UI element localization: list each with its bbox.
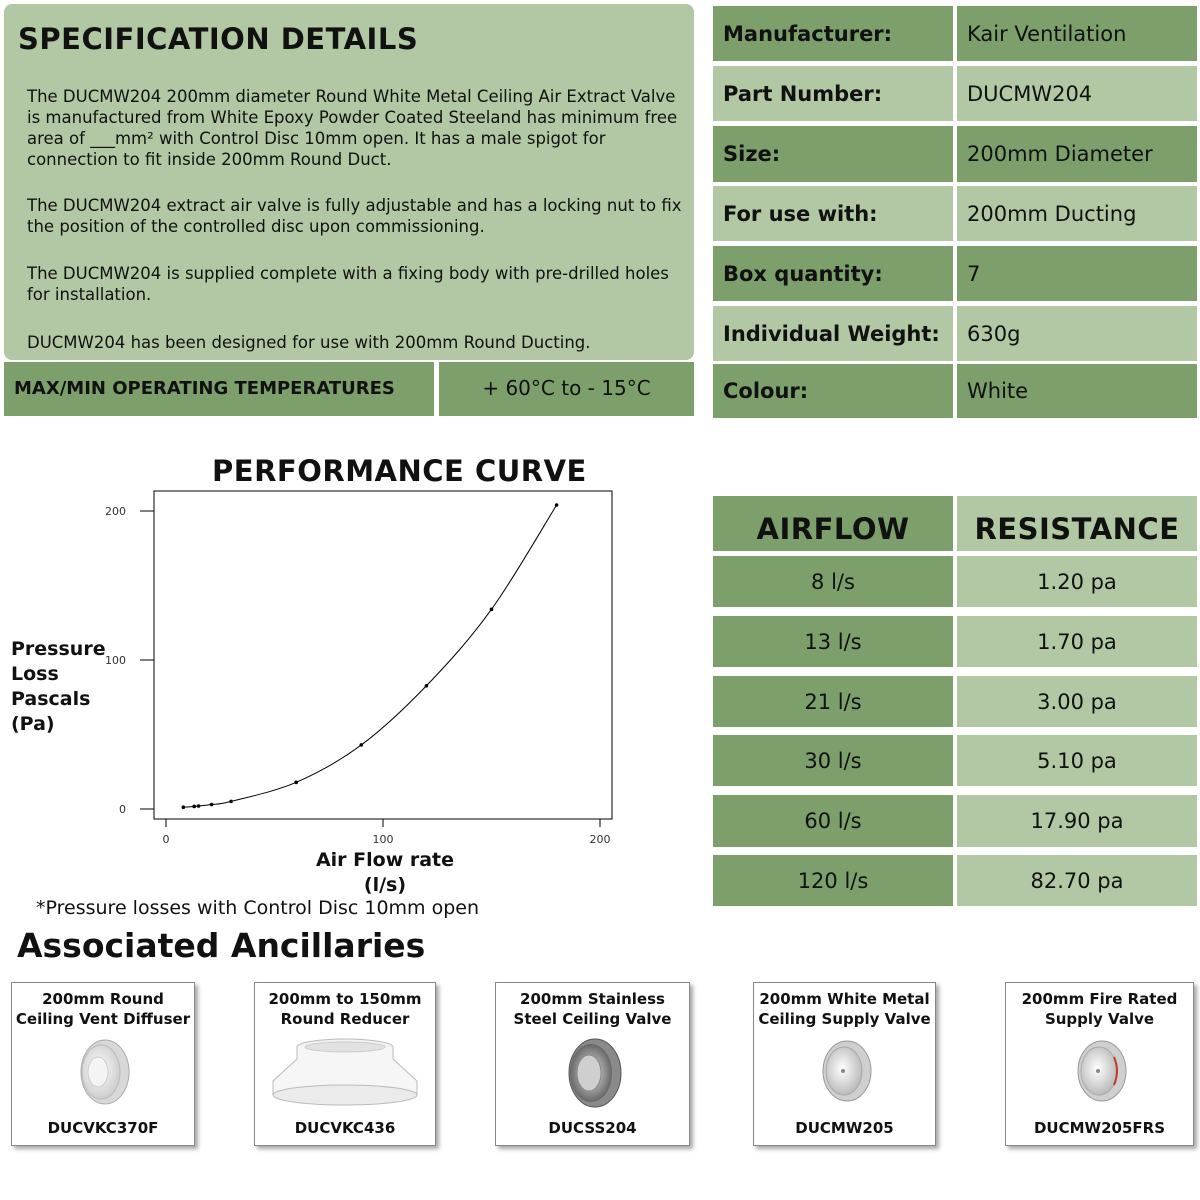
ancillary-card-round-diffuser[interactable] <box>11 982 195 1146</box>
ancillary-name: 200mm Stainless Steel Ceiling Valve <box>513 990 672 1028</box>
round-diffuser-icon <box>73 1037 133 1107</box>
resistance-cell: 1.70 pa <box>957 616 1197 667</box>
x-tick-label: 200 <box>589 833 611 846</box>
x-tick-label: 100 <box>372 833 394 846</box>
y-tick-label: 200 <box>105 505 126 518</box>
chart-title: PERFORMANCE CURVE <box>212 454 587 488</box>
airflow-cell: 120 l/s <box>713 855 953 906</box>
data-point <box>182 805 186 809</box>
data-point <box>490 608 494 612</box>
ancillary-code: DUCSS204 <box>548 1119 637 1137</box>
fire-valve-icon <box>1070 1037 1130 1107</box>
ancillary-code: DUCVKC370F <box>47 1119 159 1137</box>
detail-key-colour: Colour: <box>713 364 953 418</box>
spec-title: SPECIFICATION DETAILS <box>18 22 419 56</box>
spec-details-panel <box>4 4 694 360</box>
y-label-line: Pressure <box>11 638 106 660</box>
data-point <box>192 805 196 809</box>
reducer-icon <box>265 1037 425 1109</box>
detail-key-manufacturer: Manufacturer: <box>713 6 953 61</box>
ancillary-card-white-valve[interactable] <box>753 982 936 1146</box>
detail-value-manufacturer: Kair Ventilation <box>957 6 1197 61</box>
ancillary-code: DUCVKC436 <box>294 1119 396 1137</box>
spec-paragraph-4: DUCMW204 has been designed for use with 200mm Round Ducting. <box>27 333 591 352</box>
ancillary-card-fire-valve[interactable] <box>1005 982 1194 1146</box>
detail-key-size: Size: <box>713 126 953 182</box>
airflow-cell: 30 l/s <box>713 735 953 786</box>
detail-value-weight: 630g <box>957 306 1197 361</box>
data-point <box>197 804 201 808</box>
airflow-cell: 60 l/s <box>713 795 953 847</box>
resistance-cell: 1.20 pa <box>957 556 1197 607</box>
spec-paragraph-1: The DUCMW204 200mm diameter Round White Metal Ceiling Air Extract Valve is manufactured from White Epoxy Powder Coated Steeland has minimum free area of ___mm² with Control Disc 10mm open. It has a male spigot for connection to fit inside 200mm Round Duct. <box>27 87 678 169</box>
detail-value-size: 200mm Diameter <box>957 126 1197 182</box>
data-point <box>555 503 559 507</box>
spec-paragraph-2: The DUCMW204 extract air valve is fully adjustable and has a locking nut to fix the position of the controlled disc upon commissioning. <box>27 196 682 236</box>
x-label-line: (l/s) <box>363 874 407 896</box>
white-valve-icon <box>815 1037 875 1107</box>
detail-key-box-quantity: Box quantity: <box>713 246 953 301</box>
y-tick-label: 0 <box>119 803 126 816</box>
ancillary-name: 200mm to 150mm Round Reducer <box>268 990 422 1028</box>
ancillary-card-reducer[interactable] <box>254 982 436 1146</box>
spec-paragraph-3: The DUCMW204 is supplied complete with a fixing body with pre-drilled holes for installation. <box>27 264 669 304</box>
ancillary-code: DUCMW205 <box>795 1119 894 1137</box>
detail-value-use-with: 200mm Ducting <box>957 186 1197 241</box>
resistance-header: RESISTANCE <box>957 496 1197 551</box>
detail-value-colour: White <box>957 364 1197 418</box>
chart-x-label <box>300 848 470 898</box>
steel-valve-icon <box>561 1037 625 1109</box>
ancillary-card-steel-valve[interactable] <box>495 982 690 1146</box>
x-tick-label: 0 <box>162 833 170 846</box>
temperature-label: MAX/MIN OPERATING TEMPERATURES <box>4 362 434 416</box>
x-label-line: Air Flow rate <box>315 849 455 871</box>
plot-frame <box>154 491 612 819</box>
performance-line <box>183 505 556 807</box>
chart-y-label <box>11 637 106 737</box>
ancillary-name: 200mm Round Ceiling Vent Diffuser <box>15 990 191 1028</box>
airflow-cell: 21 l/s <box>713 676 953 727</box>
airflow-header: AIRFLOW <box>713 496 953 551</box>
y-label-line: Loss <box>11 663 59 685</box>
y-label-line: (Pa) <box>11 713 55 735</box>
data-point <box>294 781 298 785</box>
ancillary-code: DUCMW205FRS <box>1033 1119 1166 1137</box>
data-point <box>360 743 364 747</box>
performance-chart <box>100 488 640 848</box>
data-point <box>210 803 214 807</box>
ancillary-name: 200mm Fire Rated Supply Valve <box>1021 990 1178 1028</box>
resistance-cell: 3.00 pa <box>957 676 1197 727</box>
temperature-value: + 60°C to - 15°C <box>439 362 694 416</box>
y-label-line: Pascals <box>11 688 91 710</box>
detail-key-use-with: For use with: <box>713 186 953 241</box>
y-tick-label: 100 <box>105 654 126 667</box>
detail-value-part-number: DUCMW204 <box>957 66 1197 121</box>
resistance-cell: 82.70 pa <box>957 855 1197 906</box>
resistance-cell: 17.90 pa <box>957 795 1197 847</box>
data-point <box>229 800 233 804</box>
airflow-cell: 8 l/s <box>713 556 953 607</box>
ancillaries-title: Associated Ancillaries <box>17 926 426 965</box>
detail-key-part-number: Part Number: <box>713 66 953 121</box>
data-point <box>425 684 429 688</box>
chart-note: *Pressure losses with Control Disc 10mm open <box>36 897 480 919</box>
resistance-cell: 5.10 pa <box>957 735 1197 786</box>
detail-key-weight: Individual Weight: <box>713 306 953 361</box>
airflow-cell: 13 l/s <box>713 616 953 667</box>
ancillary-name: 200mm White Metal Ceiling Supply Valve <box>758 990 931 1028</box>
detail-value-box-quantity: 7 <box>957 246 1197 301</box>
